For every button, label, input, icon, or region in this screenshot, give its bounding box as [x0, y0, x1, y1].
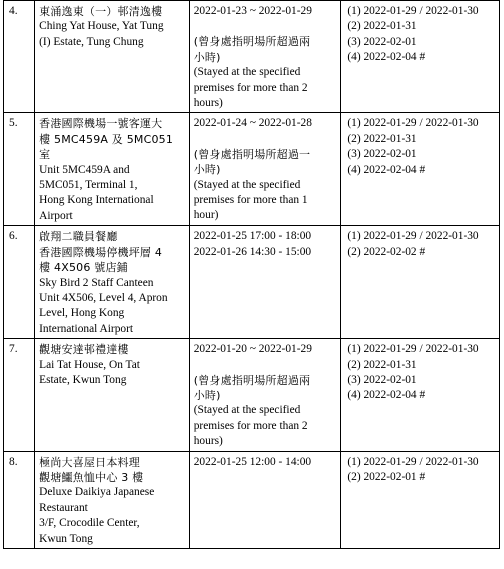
- location-line: Airport: [39, 209, 73, 222]
- row-number: 4.: [4, 1, 35, 113]
- date-range: 2022-01-25 12:00 - 14:00: [193, 455, 312, 468]
- row-number: 8.: [4, 451, 35, 548]
- location-line: Hong Kong International: [39, 194, 154, 207]
- note-line: (Stayed at the specified: [193, 404, 301, 417]
- location-line: 室: [39, 148, 51, 162]
- location-cell: [35, 226, 190, 339]
- location-line: 樓 5MC459A 及 5MC051: [39, 132, 174, 146]
- location-line: 東涌逸東（一）邨清逸樓: [39, 5, 163, 18]
- note-line: (Stayed at the specified: [193, 178, 301, 191]
- test-date: (3) 2022-02-01: [347, 148, 417, 161]
- date-cell: [189, 226, 341, 339]
- test-dates-cell: [341, 451, 500, 548]
- date-cell: [189, 113, 341, 226]
- table-row: [4, 339, 500, 451]
- location-line: Unit 4X506, Level 4, Apron: [39, 291, 168, 304]
- note-line: hour): [193, 209, 219, 222]
- test-date: (2) 2022-02-01 #: [347, 470, 426, 483]
- test-dates-cell: [341, 1, 500, 113]
- location-cell: [35, 339, 190, 451]
- row-number: 7.: [4, 339, 35, 451]
- date-cell: [189, 1, 341, 113]
- location-line: Sky Bird 2 Staff Canteen: [39, 276, 154, 289]
- test-date: (2) 2022-01-31: [347, 358, 417, 371]
- test-date: (2) 2022-01-31: [347, 132, 417, 145]
- date-range: 2022-01-20 ~ 2022-01-29: [193, 343, 312, 356]
- location-line: 觀塘安達邨禮達樓: [39, 343, 129, 357]
- test-dates-cell: [341, 113, 500, 226]
- note-line: (曾身處指明場所超過兩: [193, 35, 311, 49]
- row-number: 6.: [4, 226, 35, 339]
- location-line: 香港國際機場一號客運大: [39, 117, 163, 131]
- table-row: [4, 113, 500, 226]
- location-line: Unit 5MC459A and: [39, 163, 130, 176]
- date-range: 2022-01-25 17:00 - 18:00: [193, 230, 312, 243]
- test-date: (1) 2022-01-29 / 2022-01-30: [347, 117, 479, 130]
- location-line: 3/F, Crocodile Center,: [39, 517, 140, 530]
- date-range: 2022-01-26 14:30 - 15:00: [193, 245, 312, 258]
- test-dates-cell: [341, 339, 500, 451]
- row-number: 5.: [4, 113, 35, 226]
- note-line: premises for more than 1: [193, 194, 308, 207]
- location-line: 5MC051, Terminal 1,: [39, 179, 138, 192]
- table-row: [4, 1, 500, 113]
- location-line: Ching Yat House, Yat Tung: [39, 20, 164, 33]
- date-range: 2022-01-24 ~ 2022-01-28: [193, 117, 312, 130]
- location-line: International Airport: [39, 322, 134, 335]
- test-date: (1) 2022-01-29 / 2022-01-30: [347, 230, 479, 243]
- location-line: 觀塘鱷魚恤中心 3 樓: [39, 470, 144, 484]
- test-date: (1) 2022-01-29 / 2022-01-30: [347, 5, 479, 17]
- location-line: 啟翔二職員餐廳: [39, 230, 118, 244]
- note-line: 小時): [193, 163, 221, 177]
- test-date: (2) 2022-01-31: [347, 20, 417, 33]
- location-cell: [35, 1, 190, 113]
- note-line: 小時): [193, 50, 221, 64]
- test-date: (4) 2022-02-04 #: [347, 163, 426, 176]
- location-line: (I) Estate, Tung Chung: [39, 35, 144, 48]
- note-line: premises for more than 2: [193, 81, 308, 94]
- test-date: (1) 2022-01-29 / 2022-01-30: [347, 455, 479, 468]
- location-line: Restaurant: [39, 501, 88, 514]
- test-date: (4) 2022-02-04 #: [347, 51, 426, 64]
- note-line: (曾身處指明場所超過兩: [193, 373, 311, 387]
- location-line: 極尚大喜屋日本料理: [39, 455, 140, 469]
- table-row: [4, 451, 500, 548]
- table-row: [4, 226, 500, 339]
- test-date: (3) 2022-02-01: [347, 373, 417, 386]
- location-cell: [35, 451, 190, 548]
- test-dates-cell: [341, 226, 500, 339]
- test-date: (3) 2022-02-01: [347, 35, 417, 48]
- location-cell: [35, 113, 190, 226]
- note-line: premises for more than 2: [193, 419, 308, 432]
- note-line: hours): [193, 97, 223, 110]
- premises-table: [3, 0, 500, 549]
- note-line: (Stayed at the specified: [193, 66, 301, 79]
- test-date: (1) 2022-01-29 / 2022-01-30: [347, 343, 479, 356]
- note-line: 小時): [193, 388, 221, 402]
- date-cell: [189, 339, 341, 451]
- note-line: (曾身處指明場所超過一: [193, 147, 311, 161]
- location-line: 香港國際機場停機坪層 4: [39, 245, 163, 259]
- location-line: Level, Hong Kong: [39, 307, 125, 320]
- test-date: (4) 2022-02-04 #: [347, 389, 426, 402]
- test-date: (2) 2022-02-02 #: [347, 245, 426, 258]
- location-line: Deluxe Daikiya Japanese: [39, 486, 155, 499]
- location-line: Estate, Kwun Tong: [39, 373, 127, 386]
- premises-table-body: [4, 1, 500, 549]
- location-line: 樓 4X506 號店鋪: [39, 261, 128, 275]
- location-line: Kwun Tong: [39, 532, 93, 545]
- date-range: 2022-01-23 ~ 2022-01-29: [193, 5, 312, 17]
- note-line: hours): [193, 435, 223, 448]
- date-cell: [189, 451, 341, 548]
- location-line: Lai Tat House, On Tat: [39, 358, 140, 371]
